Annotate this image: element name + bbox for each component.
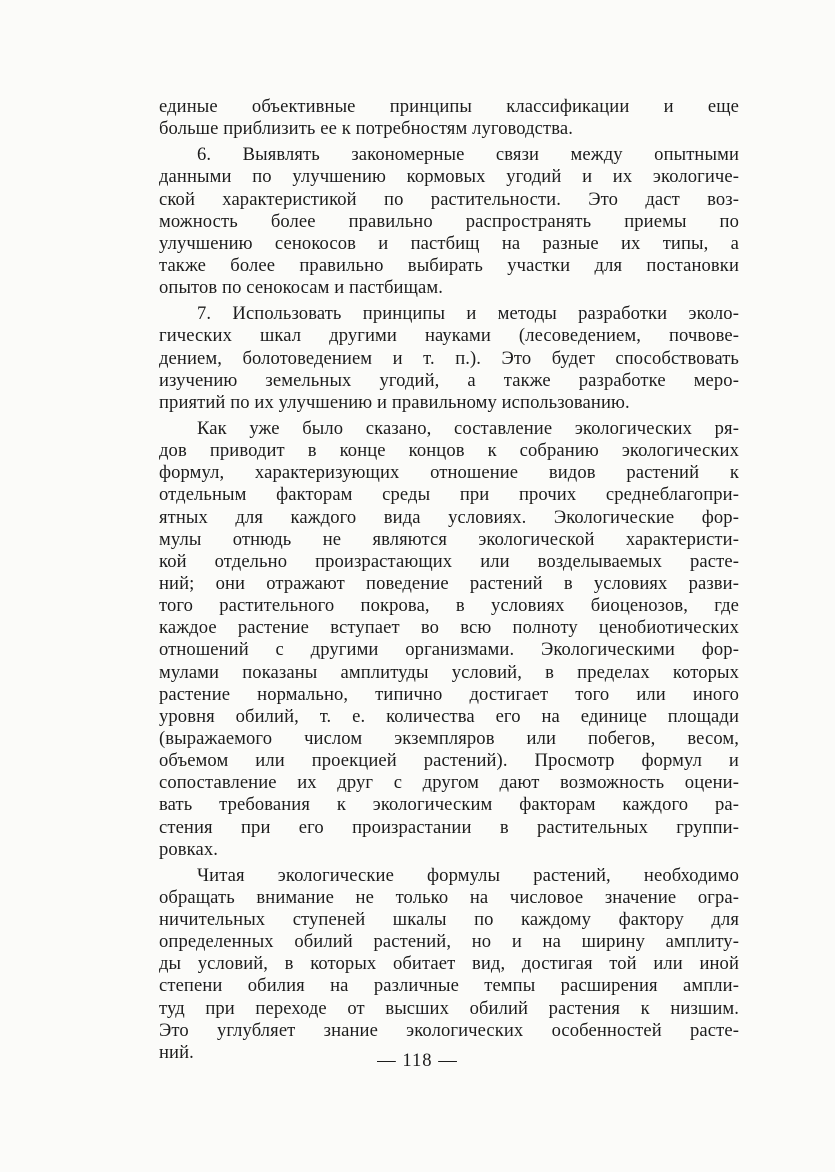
text-line: ды условий, в которых обитает вид, достигая той или иной: [159, 953, 739, 975]
text-line: формул, характеризующих отношение видов растений к: [159, 462, 739, 484]
text-line: (выражаемого числом экземпляров или побегов, весом,: [159, 727, 739, 749]
page-number: — 118 —: [377, 1050, 458, 1071]
body-text: [159, 96, 739, 1064]
text-line: туд при переходе от высших обилий растения к низшим.: [159, 997, 739, 1019]
text-line: изучению земельных угодий, а также разработке меро-: [159, 369, 739, 391]
text-line: 7. Использовать принципы и методы разработки эколо-: [197, 303, 739, 325]
text-line: отдельным факторам среды при прочих среднеблагопри-: [159, 484, 739, 506]
text-line: Как уже было сказано, составление экологических ря-: [197, 417, 739, 439]
text-line: данными по улучшению кормовых угодий и их экологиче-: [159, 166, 739, 188]
text-line: вать требования к экологическим факторам каждого ра-: [159, 794, 739, 816]
text-line: можность более правильно распространять приемы по: [159, 210, 739, 232]
text-line: объемом или проекцией растений). Просмотр формул и: [159, 750, 739, 772]
text-line: стения при его произрастании в растительных группи-: [159, 816, 739, 838]
text-line: Это углубляет знание экологических особенностей расте-: [159, 1019, 739, 1041]
text-line: мулами показаны амплитуды условий, в пределах которых: [159, 661, 739, 683]
text-line: улучшению сенокосов и пастбищ на разные их типы, а: [159, 232, 739, 254]
text-line: приятий по их улучшению и правильному использованию.: [159, 391, 630, 413]
text-line: больше приблизить ее к потребностям луговодства.: [159, 118, 573, 140]
paragraph: [159, 303, 739, 414]
text-line: 6. Выявлять закономерные связи между опытными: [197, 144, 739, 166]
text-line: ровках.: [159, 838, 219, 860]
text-line: гических шкал другими науками (лесоведением, почвове-: [159, 325, 739, 347]
text-line: растение нормально, типично достигает того или иного: [159, 683, 739, 705]
text-line: ний.: [159, 1041, 194, 1063]
text-line: дением, болотоведением и т. п.). Это будет способствовать: [159, 347, 739, 369]
text-line: единые объективные принципы классификации и еще: [159, 96, 739, 117]
paragraph: [159, 144, 739, 299]
text-line: мулы отнюдь не являются экологической характеристи-: [159, 528, 739, 550]
text-line: опытов по сенокосам и пастбищам.: [159, 277, 443, 299]
text-line: ской характеристикой по растительности. Это даст воз-: [159, 188, 739, 210]
text-line: сопоставление их друг с другом дают возможность оцени-: [159, 772, 739, 794]
paragraph: [159, 96, 739, 140]
text-line: обращать внимание не только на числовое значение огра-: [159, 886, 739, 908]
text-line: кой отдельно произрастающих или возделываемых расте-: [159, 550, 739, 572]
text-line: дов приводит в конце концов к собранию экологических: [159, 440, 739, 462]
paragraph: [159, 865, 739, 1064]
text-line: определенных обилий растений, но и на ширину амплиту-: [159, 931, 739, 953]
text-line: того растительного покрова, в условиях биоценозов, где: [159, 595, 739, 617]
text-line: Читая экологические формулы растений, необходимо: [197, 864, 739, 886]
text-line: степени обилия на различные темпы расширения ампли-: [159, 975, 739, 997]
text-line: ятных для каждого вида условиях. Экологические фор-: [159, 506, 739, 528]
text-line: каждое растение вступает во всю полноту ценобиотических: [159, 617, 739, 639]
text-line: уровня обилий, т. е. количества его на единице площади: [159, 705, 739, 727]
text-line: ний; они отражают поведение растений в условиях разви-: [159, 572, 739, 594]
text-line: ничительных ступеней шкалы по каждому фактору для: [159, 909, 739, 931]
text-line: также более правильно выбирать участки для постановки: [159, 254, 739, 276]
paragraph: [159, 418, 739, 861]
text-line: отношений с другими организмами. Экологическими фор-: [159, 639, 739, 661]
